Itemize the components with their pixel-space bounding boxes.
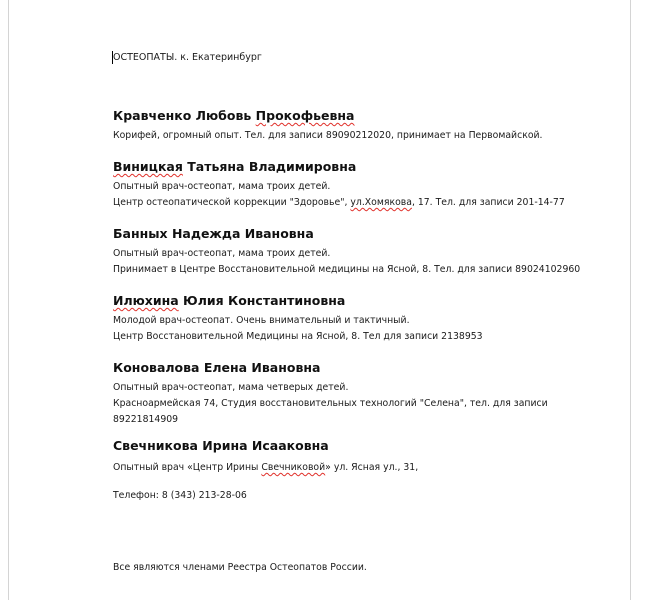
entry-phone: Телефон: 8 (343) 213-28-06 — [113, 490, 247, 501]
document-footer: Все являются членами Реестра Остеопатов России. — [113, 562, 367, 574]
entry-line: Молодой врач-остеопат. Очень внимательный и тактичный. — [113, 315, 410, 326]
entry-line: Красноармейская 74, Студия восстановительных технологий "Селена", тел. для записи — [113, 398, 548, 409]
entry-bannykh — [113, 226, 633, 278]
document-title[interactable]: ОСТЕОПАТЫ. к. Екатеринбург — [113, 52, 262, 63]
spellcheck-word[interactable]: Прокофьевна — [255, 108, 355, 123]
entry-name: Банных Надежда Ивановна — [113, 226, 314, 241]
document-body[interactable] — [113, 52, 613, 574]
entry-name: Кравченко Любовь Прокофьевна — [113, 108, 355, 123]
page-left-edge — [8, 0, 9, 600]
entry-vinitskaya — [113, 159, 633, 211]
entry-line: Принимает в Центре Восстановительной медицины на Ясной, 8. Тел. для записи 89024102960 — [113, 264, 581, 275]
entry-line: Центр остеопатической коррекции "Здоровье", ул.Хомякова, 17. Тел. для записи 201-14-77 — [113, 197, 565, 208]
entry-name: Свечникова Ирина Исааковна — [113, 438, 329, 453]
entry-line: Корифей, огромный опыт. Тел. для записи 89090212020, принимает на Первомайской. — [113, 130, 543, 141]
entry-line: Опытный врач-остеопат, мама троих детей. — [113, 248, 331, 259]
entry-line: 89221814909 — [113, 414, 179, 425]
entry-kravchenko — [113, 108, 633, 144]
entry-line: Опытный врач-остеопат, мама четверых детей. — [113, 382, 349, 393]
spellcheck-word[interactable]: Виницкая — [113, 159, 183, 174]
entry-svechnikova — [113, 438, 633, 504]
entry-konovalova — [113, 360, 633, 428]
spellcheck-word[interactable]: ул.Хомякова — [350, 197, 412, 208]
entry-line: Центр Восстановительной Медицины на Ясной, 8. Тел для записи 2138953 — [113, 331, 483, 342]
entry-name: Виницкая Татьяна Владимировна — [113, 159, 357, 174]
spellcheck-word[interactable]: Илюхина — [113, 293, 179, 308]
entry-name: Коновалова Елена Ивановна — [113, 360, 321, 375]
spellcheck-word[interactable]: Свечниковой — [261, 462, 326, 473]
entry-line: Опытный врач «Центр Ирины Свечниковой» ул. Ясная ул., 31, — [113, 462, 419, 473]
entry-ilyukhina — [113, 293, 633, 345]
text-cursor — [112, 51, 113, 64]
entry-line: Опытный врач-остеопат, мама троих детей. — [113, 181, 331, 192]
entry-name: Илюхина Юлия Константиновна — [113, 293, 346, 308]
